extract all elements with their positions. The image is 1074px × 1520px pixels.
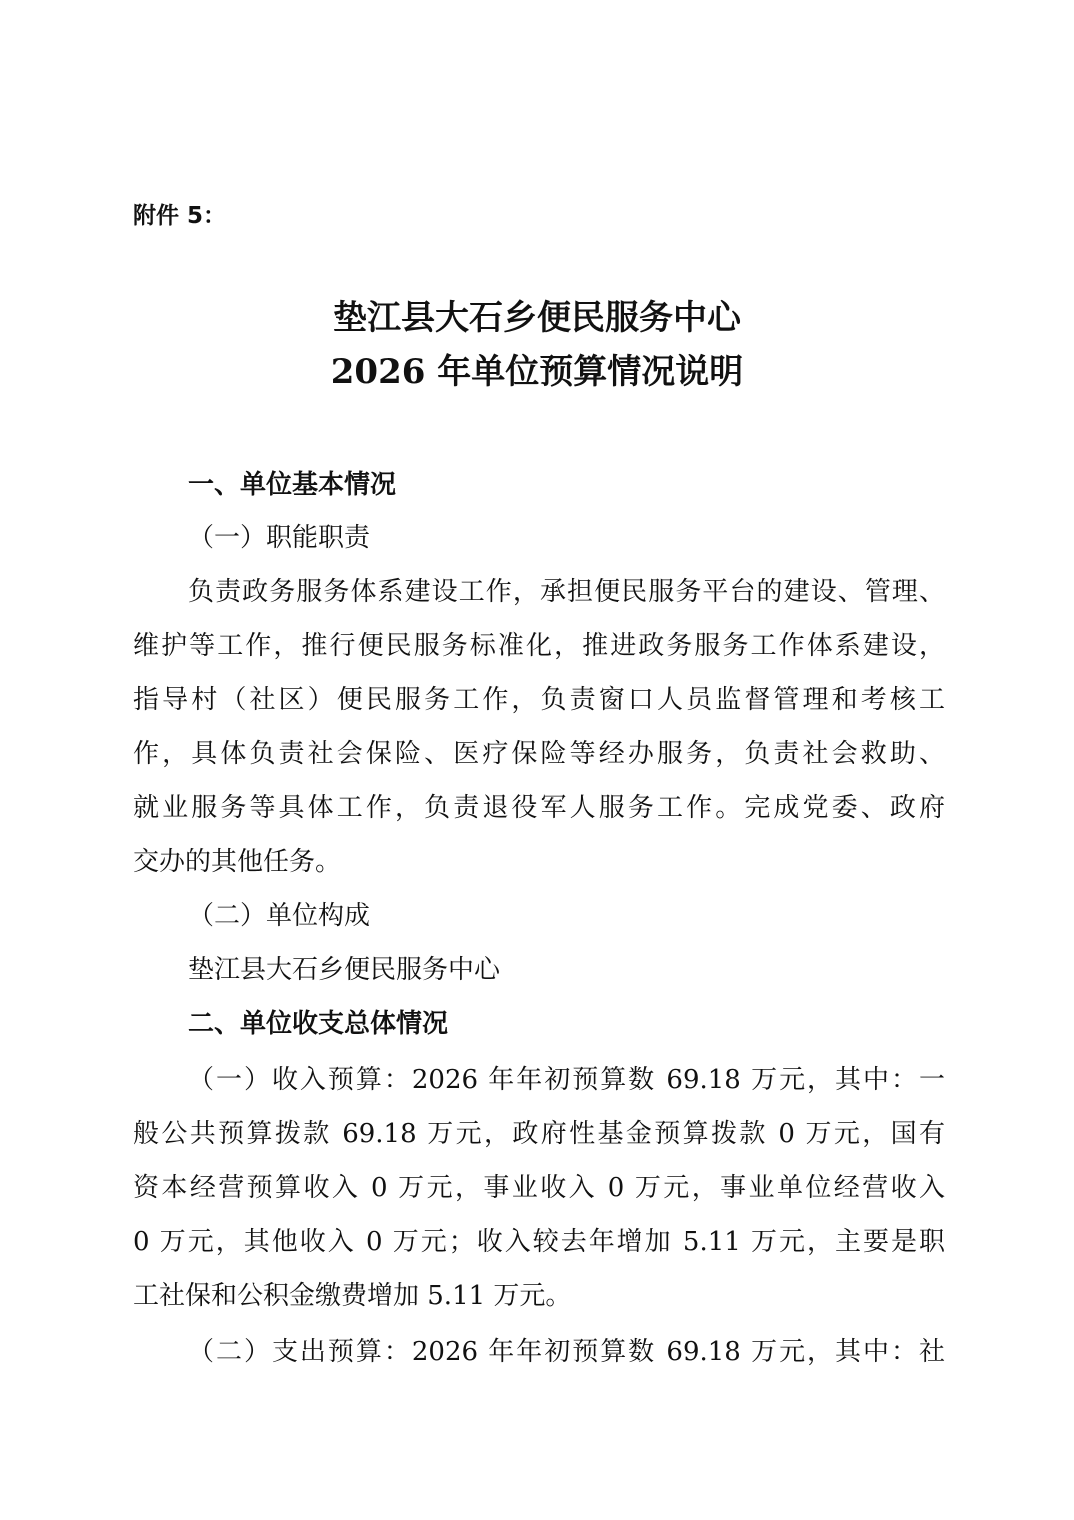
paragraph-line: 负责政务服务体系建设工作，承担便民服务平台的建设、管理、: [188, 577, 945, 607]
subsection-heading: （二）单位构成: [188, 901, 371, 931]
paragraph-line: 般公共预算拨款 69.18 万元，政府性基金预算拨款 0 万元，国有: [133, 1119, 945, 1149]
subsection-heading: （一）职能职责: [188, 523, 371, 553]
attachment-label: 附件 5：: [133, 203, 227, 229]
paragraph-line: 就业服务等具体工作，负责退役军人服务工作。完成党委、政府: [133, 793, 945, 823]
paragraph-line: 指导村（社区）便民服务工作，负责窗口人员监督管理和考核工: [133, 685, 945, 715]
paragraph-line: 资本经营预算收入 0 万元，事业收入 0 万元，事业单位经营收入: [133, 1173, 945, 1203]
paragraph-line: 维护等工作，推行便民服务标准化，推进政务服务工作体系建设，: [133, 631, 945, 661]
document-subtitle: 2026 年单位预算情况说明: [330, 352, 744, 392]
section-heading: 二、单位收支总体情况: [188, 1009, 449, 1039]
document-title: 垫江县大石乡便民服务中心: [333, 298, 741, 338]
unit-name: 垫江县大石乡便民服务中心: [188, 955, 501, 985]
section-heading: 一、单位基本情况: [188, 470, 397, 500]
paragraph-line: 工社保和公积金缴费增加 5.11 万元。: [133, 1281, 572, 1311]
paragraph-line: 交办的其他任务。: [133, 847, 342, 877]
paragraph-line: 0 万元，其他收入 0 万元；收入较去年增加 5.11 万元，主要是职: [133, 1227, 945, 1257]
paragraph-line: （一）收入预算：2026 年年初预算数 69.18 万元，其中：一: [188, 1065, 945, 1095]
paragraph-line: （二）支出预算：2026 年年初预算数 69.18 万元，其中：社: [188, 1337, 945, 1367]
paragraph-line: 作，具体负责社会保险、医疗保险等经办服务，负责社会救助、: [133, 739, 945, 769]
